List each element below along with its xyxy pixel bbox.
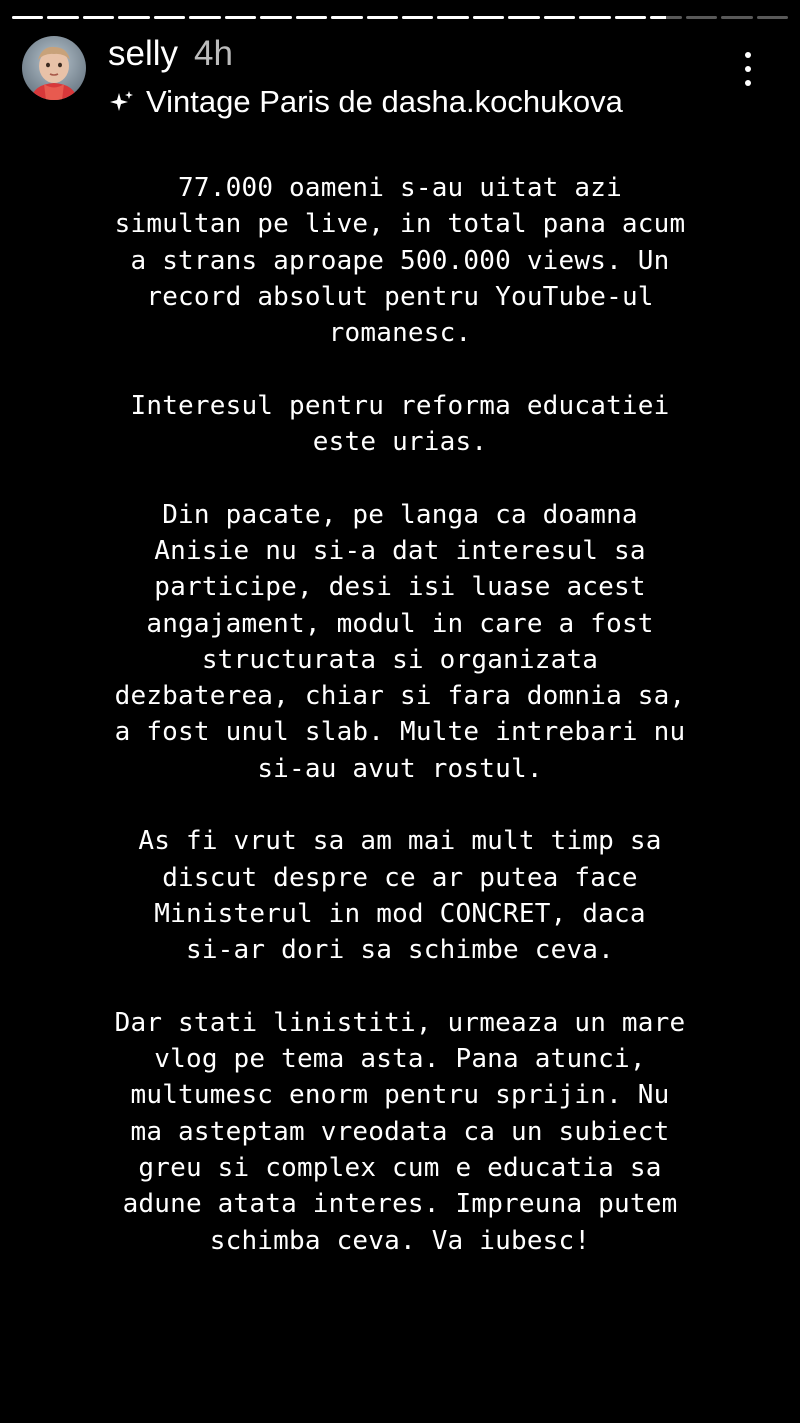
progress-segment [260,16,291,19]
progress-segment [154,16,185,19]
story-paragraph: Interesul pentru reforma educatiei este urias. [130,390,670,458]
progress-segment [473,16,504,19]
story-paragraph: As fi vrut sa am mai mult timp sa discut despre ce ar putea face Ministerul in mod CONCRET, daca si-ar dori sa schimbe ceva. [138,826,662,966]
story-music-attribution[interactable] [108,82,623,122]
progress-segment [650,16,681,19]
progress-segment [83,16,114,19]
progress-segment [225,16,256,19]
progress-segment [686,16,717,19]
progress-segment [615,16,646,19]
story-progress-bar [12,16,788,19]
progress-segment [544,16,575,19]
progress-segment [47,16,78,19]
music-label: Vintage Paris de dasha.kochukova [146,84,623,119]
progress-segment [508,16,539,19]
more-vertical-icon[interactable] [740,52,756,86]
progress-segment [331,16,362,19]
story-header [22,34,780,119]
progress-segment [367,16,398,19]
progress-segment [118,16,149,19]
progress-segment [757,16,788,19]
story-time: 4h [194,34,233,73]
progress-segment [189,16,220,19]
story-username[interactable]: selly [108,34,179,73]
story-text-body [30,170,770,1295]
story-paragraph: 77.000 oameni s-au uitat azi simultan pe live, in total pana acum a strans aproape 500.000 views. Un record absolut pentru YouTube-ul romanesc. [114,173,686,349]
progress-segment [12,16,43,19]
progress-segment [437,16,468,19]
progress-segment [402,16,433,19]
progress-segment [296,16,327,19]
story-paragraph: Dar stati linistiti, urmeaza un mare vlog pe tema asta. Pana atunci, multumesc enorm pentru sprijin. Nu ma asteptam vreodata ca un subiect greu si complex cum e educatia sa adune atata interes. Impreuna putem schimba ceva. Va iubesc! [114,1007,686,1256]
avatar[interactable] [22,36,86,100]
story-paragraph: Din pacate, pe langa ca doamna Anisie nu si-a dat interesul sa participe, desi isi luase acest angajament, modul in care a fost structurata si organizata dezbaterea, chiar si fara domnia sa, a fost unul slab. Multe intrebari nu si-au avut rostul. [114,499,686,784]
progress-segment [579,16,610,19]
progress-segment [721,16,752,19]
sparkle-icon [108,88,136,116]
